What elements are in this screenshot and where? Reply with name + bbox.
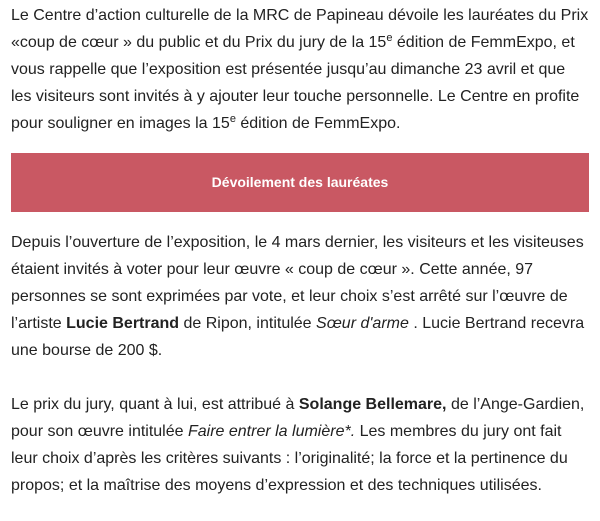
intro-text-2: édition de FemmExpo, et vous rappelle que l’exposition est présentée jusqu’au dimanche 23 avril et que les visiteurs sont invités à y ajouter leur touche personnelle. Le Centre en profite pour souligner en images la 15 [11,34,580,132]
artist-name: Solange Bellemare, [298,396,447,413]
paragraph-text: de l’Ange-Gardien, pour son œuvre intitulée [11,396,585,440]
intro-text-1: Le Centre d’action culturelle de la MRC de Papineau dévoile les lauréates du Prix «coup de cœur » du public et du Prix du jury de la 15 [11,7,589,51]
paragraph-text: Depuis l’ouverture de l’exposition, le 4 mars dernier, les visiteurs et les visiteuses étaient invités à voter pour leur œuvre « coup de cœur ». Cette année, 97 personnes se sont exprimées par vote, et leur choix s’est arrêté sur l’œuvre de l’artiste [11,234,584,332]
ordinal-superscript: e [386,32,393,44]
artwork-title: Faire entrer la lumière*. [187,423,356,440]
artwork-title: Sœur d'arme [316,315,409,332]
section-banner-label: Dévoilement des lauréates [211,173,389,190]
jury-prize-paragraph [11,391,589,499]
paragraph-text: Les membres du jury ont fait leur choix d’après les critères suivants : l’originalité; la force et la pertinence du propos; et la maîtrise des moyens d’expression et des techniques utilisées. [11,423,568,494]
coup-de-coeur-paragraph [11,229,589,364]
paragraph-text: Le prix du jury, quant à lui, est attribué à [11,396,299,413]
artist-name: Lucie Bertrand [66,315,180,332]
ordinal-superscript: e [229,113,236,125]
paragraph-text: de Ripon, intitulée [179,315,317,332]
intro-paragraph [11,0,589,137]
section-banner [11,153,589,212]
intro-text-3: édition de FemmExpo. [235,115,401,132]
paragraph-text: . Lucie Bertrand recevra une bourse de 200 $. [11,315,585,359]
